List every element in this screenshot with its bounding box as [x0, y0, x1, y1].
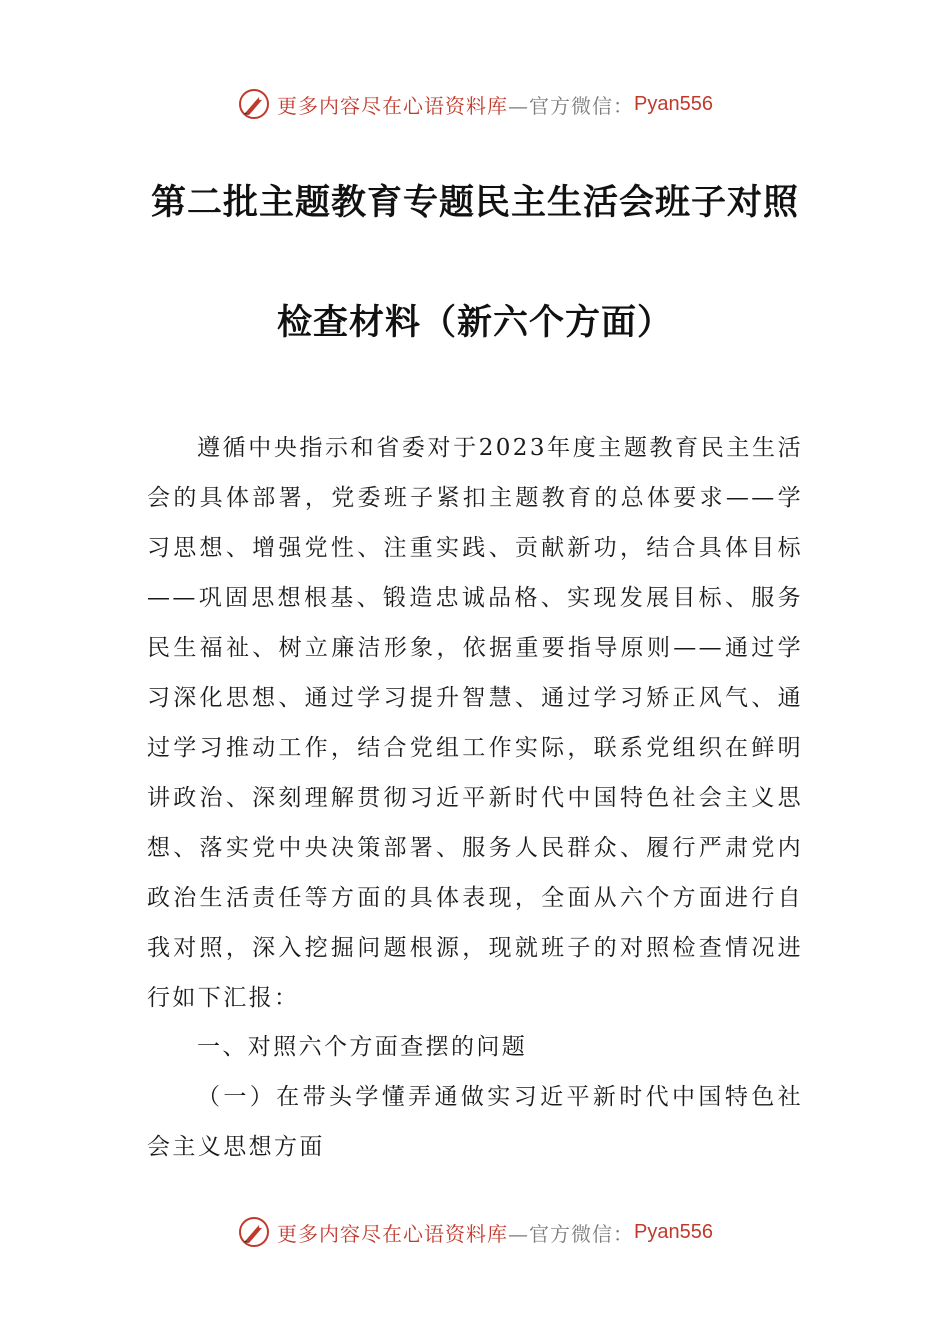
intro-paragraph: 遵循中央指示和省委对于2023年度主题教育民主生活会的具体部署，党委班子紧扣主题教育的总体要求——学习思想、增强党性、注重实践、贡献新功，结合具体目标——巩固思想根基、锻造忠诚品格、实现发展目标、服务民生福祉、树立廉洁形象，依据重要指导原则——通过学习深化思想、通过学习提升智慧、通过学习矫正风气、通过学习推动工作，结合党组工作实际，联系党组织在鲜明讲政治、深刻理解贯彻习近平新时代中国特色社会主义思想、落实党中央决策部署、服务人民群众、履行严肃党内政治生活责任等方面的具体表现，全面从六个方面进行自我对照，深入挖掘问题根源，现就班子的对照检查情况进行如下汇报：	[147, 435, 803, 1011]
footer-watermark	[0, 1212, 950, 1252]
watermark-gray-text: —官方微信：	[508, 1221, 635, 1246]
pen-logo-icon	[237, 87, 271, 121]
pen-logo-icon	[237, 1215, 271, 1249]
watermark-wechat-id: Pyan556	[634, 92, 713, 115]
section-heading: 一、对照六个方面查摆的问题	[197, 1034, 528, 1060]
document-title-line-1: 第二批主题教育专题民主生活会班子对照	[150, 182, 799, 223]
watermark-gray-text: —官方微信：	[508, 93, 635, 118]
watermark-red-text: 更多内容尽在心语资料库	[277, 93, 509, 118]
header-watermark	[0, 84, 950, 124]
watermark-red-text: 更多内容尽在心语资料库	[277, 1221, 509, 1246]
document-title-line-2: 检查材料（新六个方面）	[276, 302, 673, 343]
subsection-heading: （一）在带头学懂弄通做实习近平新时代中国特色社会主义思想方面	[147, 1084, 803, 1160]
watermark-wechat-id: Pyan556	[634, 1220, 713, 1243]
